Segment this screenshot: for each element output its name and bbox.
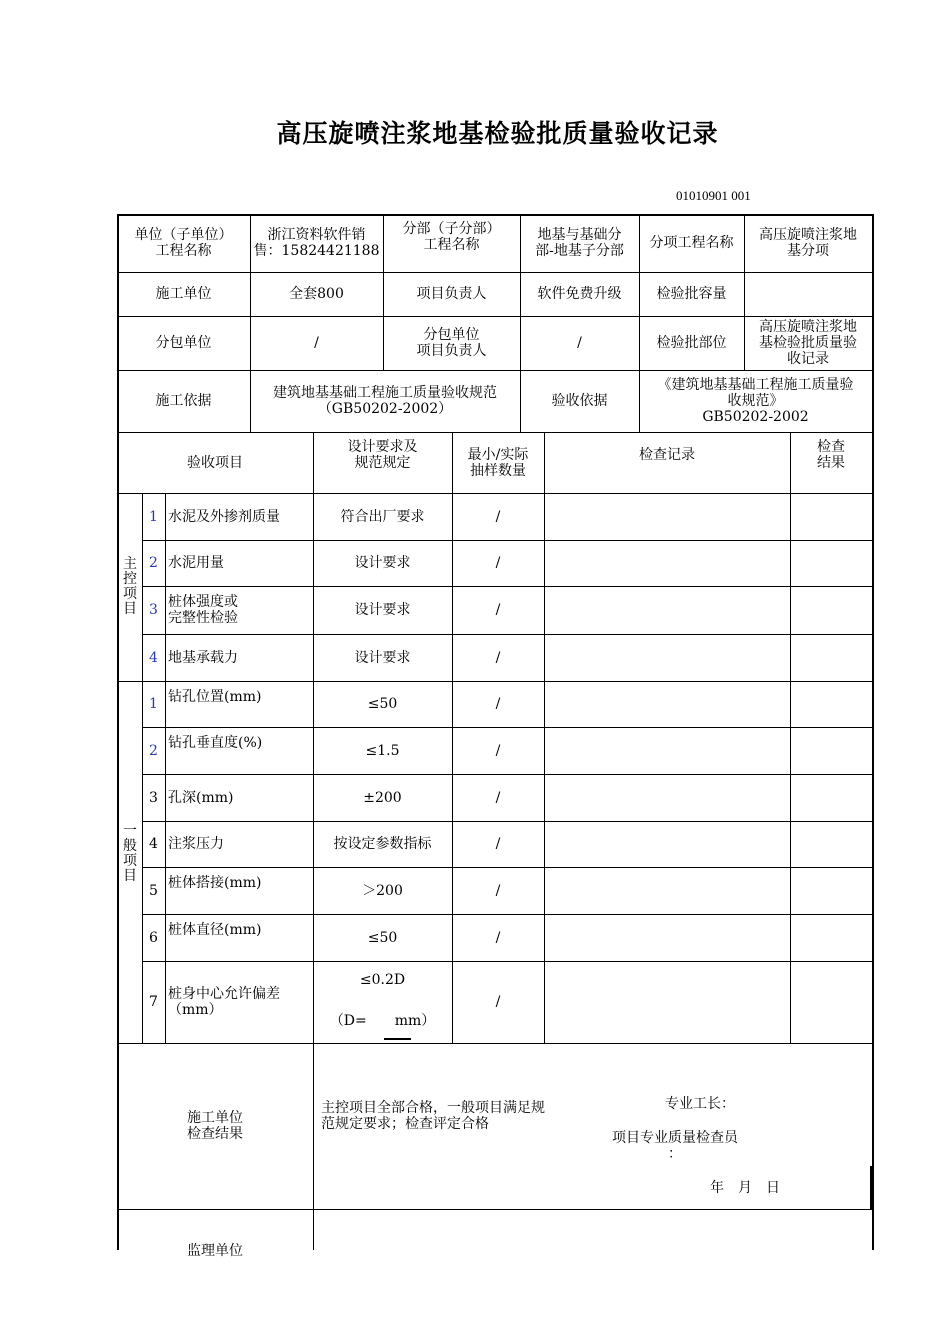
general_items-requirement: 按设定参数指标 [333,836,432,852]
batch-part-label: 检验批部位 [656,335,727,351]
division-label: 分部（子分部） 工程名称 [402,221,501,253]
main_items-sample: / [495,602,501,618]
general_items-requirement: ≤50 [367,929,398,946]
main_items-requirement: 设计要求 [354,649,411,666]
grid-line [544,432,545,1043]
general_items-name: 桩体直径(mm) [168,922,262,938]
construction-basis-value: 建筑地基基础工程施工质量验收规范 （GB50202-2002） [273,385,497,417]
col-result: 检查 结果 [817,439,845,471]
general_items-name: 孔深(mm) [168,789,234,806]
supervisor-label: 监理单位 [187,1243,243,1259]
general_items-no: 1 [149,696,158,712]
acceptance-basis-label: 验收依据 [551,393,608,409]
general_items-name: 桩体搭接(mm) [168,875,262,891]
general_items-name: 钻孔垂直度(%) [168,735,263,751]
grid-line [790,432,791,1043]
grid-line [870,1166,872,1209]
general_items-requirement-diameter: （D= mm） [329,1013,436,1029]
unit-name-value: 浙江资料软件销 售：15824421188 [253,227,380,259]
main_items-name: 桩体强度或 完整性检验 [168,594,238,626]
col-item: 验收项目 [187,454,243,471]
batch-capacity-value [744,272,872,316]
general_items-requirement: ≤1.5 [365,742,400,759]
acceptance-basis-value: 《建筑地基基础工程施工质量验 收规范》 GB50202-2002 [657,377,854,425]
general_items-requirement: ≤50 [367,696,398,712]
grid-line [872,214,874,1250]
subcontractor-value: / [314,335,319,351]
general_items-sample: / [495,742,501,759]
general_items-no: 7 [149,994,158,1010]
sub-manager-value: / [577,335,582,351]
general_items-requirement: ≤0.2D [359,972,406,988]
main_items-name: 地基承载力 [168,649,238,666]
general_items-requirement: ±200 [363,789,402,806]
unit-name-label: 单位（子单位） 工程名称 [134,227,233,259]
batch-capacity-label: 检验批容量 [656,286,727,302]
construction-basis-label: 施工依据 [155,393,212,409]
conclusion-text: 主控项目全部合格，一般项目满足规 范规定要求；检查评定合格 [321,1100,545,1132]
main_items-name: 水泥及外掺剂质量 [168,508,280,525]
general_items-sample: / [495,929,501,946]
main_items-no: 4 [149,649,158,666]
general_items-no: 3 [149,789,158,806]
page-title: 高压旋喷注浆地基检验批质量验收记录 [276,119,719,148]
batch-part-value: 高压旋喷注浆地 基检验批质量验 收记录 [759,319,857,367]
manager-value: 软件免费升级 [537,286,622,302]
general_items-name: 钻孔位置(mm) [168,689,262,705]
grid-line [117,1209,872,1210]
main-control-group-label: 主 控 项 目 [123,556,137,617]
main_items-no: 3 [149,602,158,618]
subitem-value: 高压旋喷注浆地 基分项 [759,227,857,259]
date-label: 年 月 日 [710,1180,780,1196]
contractor-value: 全套800 [289,286,344,302]
general_items-sample: / [495,882,501,899]
main_items-no: 1 [149,508,158,525]
manager-label: 项目负责人 [416,286,487,302]
quality-inspector-label: 项目专业质量检查员 ： [612,1130,738,1162]
subcontractor-label: 分包单位 [155,335,212,351]
main_items-sample: / [495,649,501,666]
col-record: 检查记录 [639,447,695,463]
subitem-label: 分项工程名称 [649,235,734,251]
general_items-name: 桩身中心允许偏差 （mm） [168,986,280,1018]
general_items-sample: / [495,696,501,712]
main_items-no: 2 [149,555,158,571]
col-requirement: 设计要求及 规范规定 [347,439,418,471]
main_items-requirement: 设计要求 [354,602,411,618]
general_items-no: 6 [149,929,158,946]
general_items-name: 注浆压力 [168,836,224,852]
division-value: 地基与基础分 部-地基子分部 [535,227,624,259]
col-sample: 最小/实际 抽样数量 [467,446,529,479]
main_items-sample: / [495,555,501,571]
main_items-requirement: 设计要求 [354,555,411,571]
contractor-label: 施工单位 [155,286,212,302]
general_items-no: 4 [149,836,158,852]
main_items-requirement: 符合出厂要求 [340,508,425,525]
contractor-result-label: 施工单位 检查结果 [187,1110,243,1142]
main_items-name: 水泥用量 [168,555,224,571]
general_items-no: 5 [149,882,158,899]
main_items-sample: / [495,508,501,525]
diameter-blank-underline [384,1038,411,1040]
general_items-requirement: ＞200 [362,882,403,899]
general-group-label: 一 般 项 目 [123,823,137,884]
general_items-no: 2 [149,742,158,759]
document-number: 01010901 001 [676,188,751,203]
general_items-sample: / [495,789,501,806]
sub-manager-label: 分包单位 项目负责人 [416,327,487,359]
foreman-label: 专业工长： [665,1096,735,1112]
general_items-sample: / [495,994,501,1010]
general_items-sample: / [495,836,501,852]
